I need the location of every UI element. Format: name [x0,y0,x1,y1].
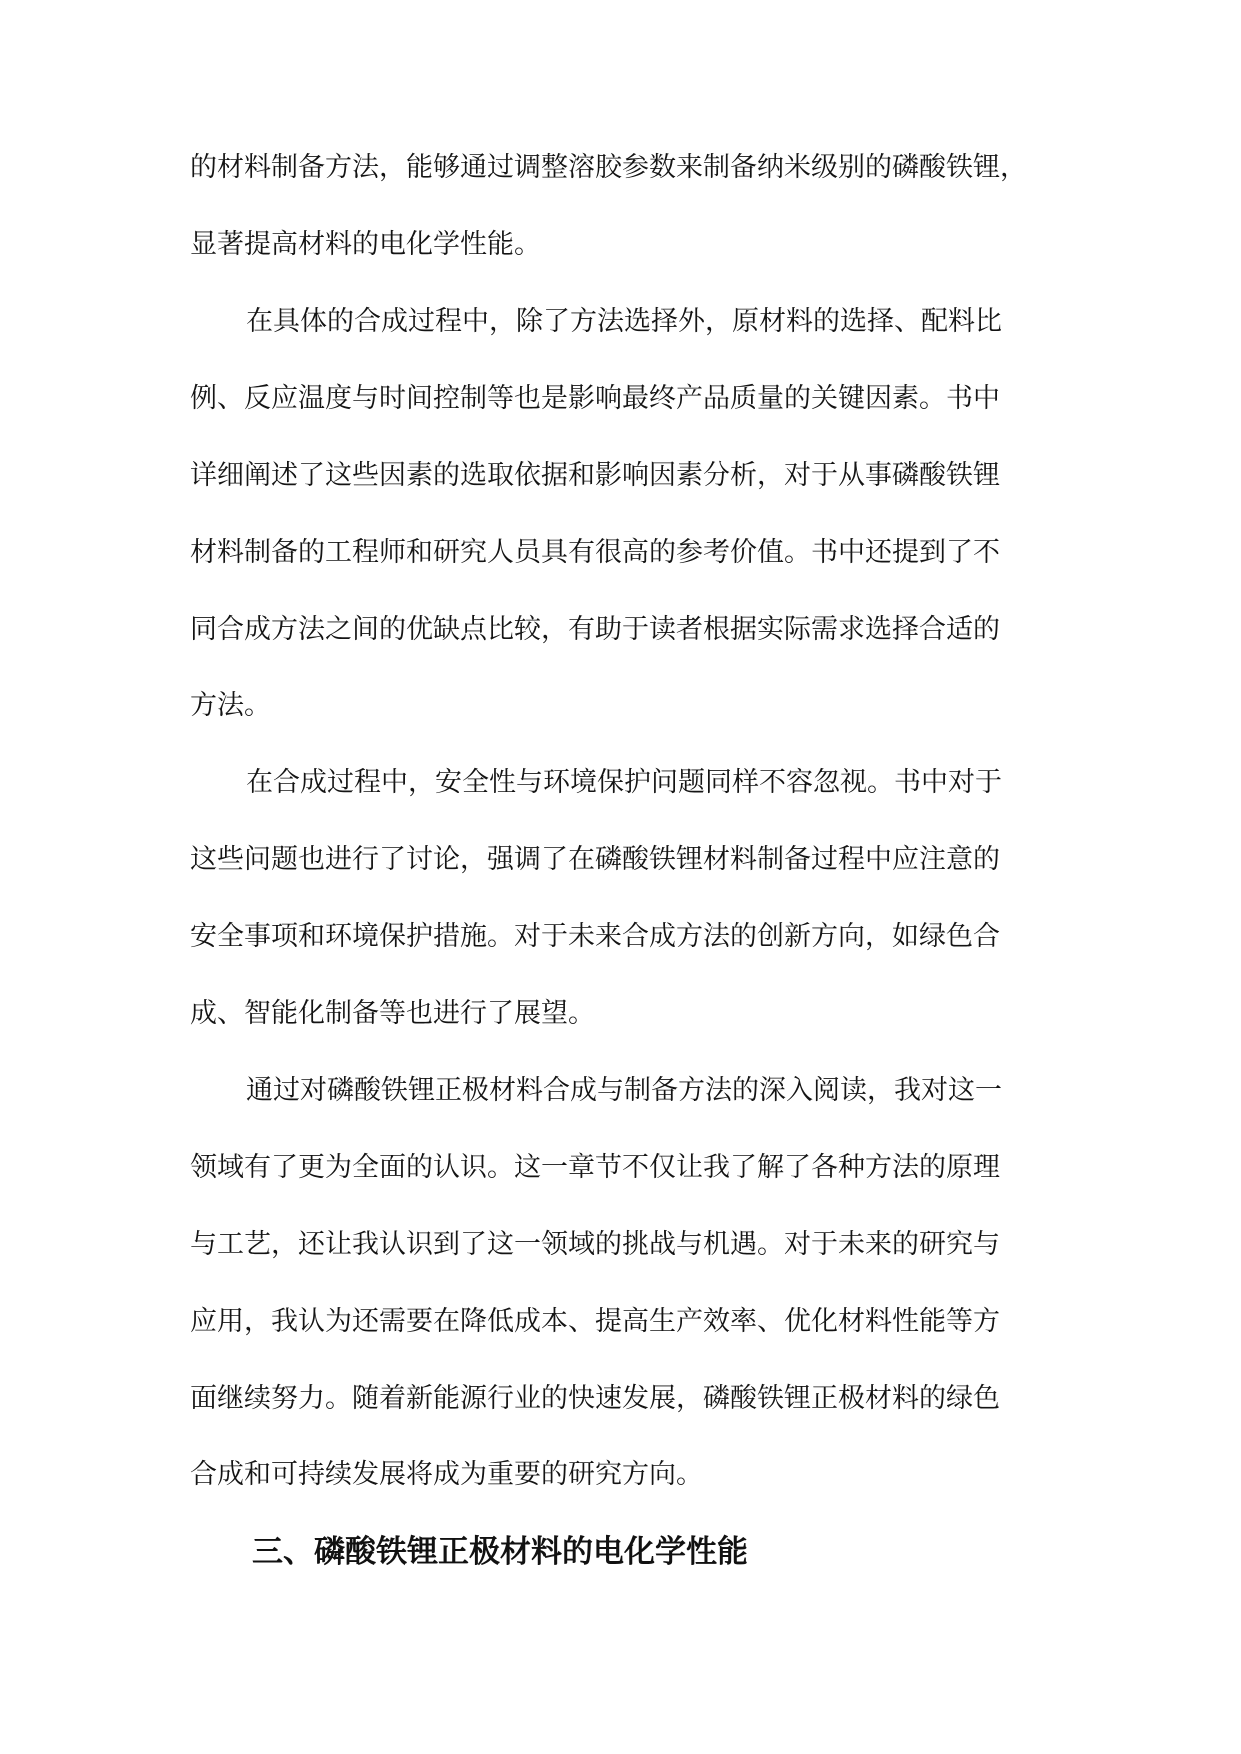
text-line: 这些问题也进行了讨论，强调了在磷酸铁锂材料制备过程中应注意的 [190,844,1000,875]
text-line: 成、智能化制备等也进行了展望。 [190,998,595,1029]
text-line: 在具体的合成过程中，除了方法选择外，原材料的选择、配料比 [246,306,1002,337]
text-line: 详细阐述了这些因素的选取依据和影响因素分析，对于从事磷酸铁锂 [190,460,1000,491]
text-line: 安全事项和环境保护措施。对于未来合成方法的创新方向，如绿色合 [190,921,1000,952]
text-line: 显著提高材料的电化学性能。 [190,229,541,260]
section-heading: 三、磷酸铁锂正极材料的电化学性能 [252,1534,748,1570]
text-line: 合成和可持续发展将成为重要的研究方向。 [190,1459,703,1490]
text-line: 的材料制备方法，能够通过调整溶胶参数来制备纳米级别的磷酸铁锂， [190,152,1027,183]
text-line: 同合成方法之间的优缺点比较，有助于读者根据实际需求选择合适的 [190,614,1000,645]
text-line: 应用，我认为还需要在降低成本、提高生产效率、优化材料性能等方 [190,1306,1000,1337]
text-line: 方法。 [190,690,271,721]
text-line: 材料制备的工程师和研究人员具有很高的参考价值。书中还提到了不 [190,537,1000,568]
text-line: 例、反应温度与时间控制等也是影响最终产品质量的关键因素。书中 [190,383,1000,414]
text-line: 领域有了更为全面的认识。这一章节不仅让我了解了各种方法的原理 [190,1152,1000,1183]
text-line: 与工艺，还让我认识到了这一领域的挑战与机遇。对于未来的研究与 [190,1229,1000,1260]
text-line: 通过对磷酸铁锂正极材料合成与制备方法的深入阅读，我对这一 [246,1075,1002,1106]
text-line: 面继续努力。随着新能源行业的快速发展，磷酸铁锂正极材料的绿色 [190,1383,1000,1414]
text-line: 在合成过程中，安全性与环境保护问题同样不容忽视。书中对于 [246,767,1002,798]
